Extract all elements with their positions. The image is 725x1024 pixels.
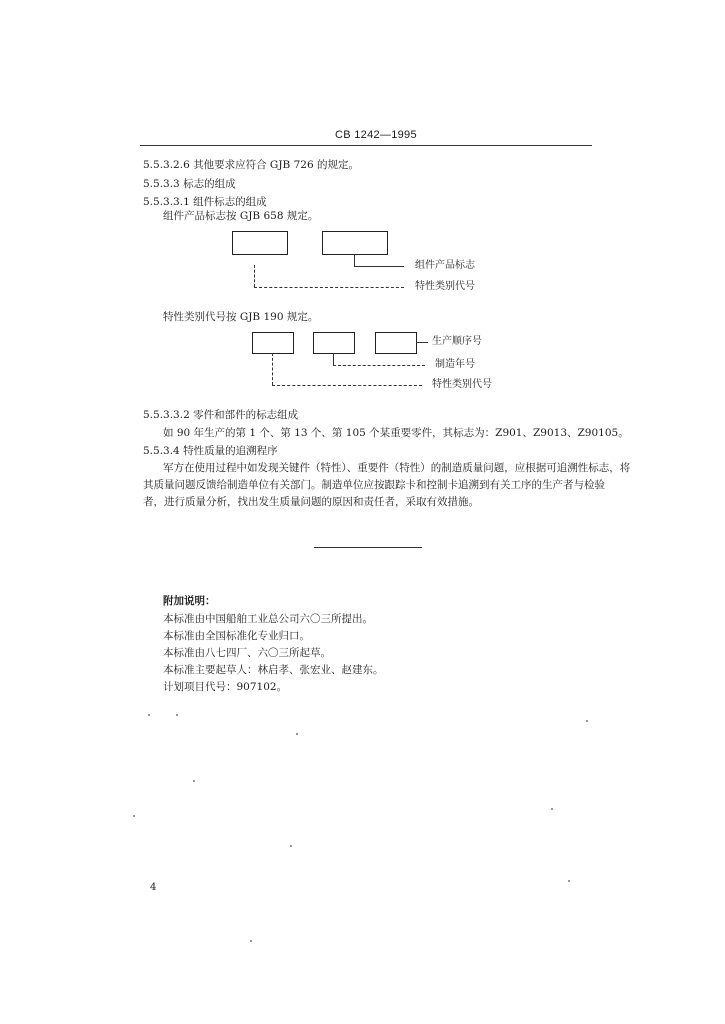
notes-item-3: 本标准由八七四厂、六〇三所起草。 <box>163 647 331 659</box>
connector-year <box>333 365 425 366</box>
scan-speck <box>296 733 298 735</box>
header-rule <box>140 145 592 146</box>
clause-5-5-3-4-line-3: 者，进行质量分析，找出发生质量问题的原因和责任者，采取有效措施。 <box>143 496 479 508</box>
end-divider <box>314 547 422 548</box>
component-mark-rule: 组件产品标志按 GJB 658 规定。 <box>163 210 319 222</box>
standard-number-header: CB 1242—1995 <box>335 129 417 141</box>
page-number: 4 <box>150 882 157 893</box>
label-component-product-mark: 组件产品标志 <box>415 260 475 271</box>
mark-box-right <box>322 231 388 255</box>
scan-speck <box>176 714 178 716</box>
label-characteristic-type-code: 特性类别代号 <box>432 379 492 390</box>
connector-sequence <box>416 342 428 343</box>
scan-speck <box>148 714 150 716</box>
clause-5-5-3-2-6: 5.5.3.2.6 其他要求应符合 GJB 726 的规定。 <box>143 159 359 171</box>
scan-speck <box>193 780 195 782</box>
code-box-2 <box>313 332 355 354</box>
label-characteristic-code: 特性类别代号 <box>415 281 475 292</box>
scan-speck <box>133 815 135 817</box>
clause-5-5-3-4-line-2: 其质量问题反馈给制造单位有关部门。制造单位应按跟踪卡和控制卡追溯到有关工序的生产者与检验 <box>143 479 605 491</box>
notes-item-1: 本标准由中国船舶工业总公司六〇三所提出。 <box>163 613 373 625</box>
label-manufacture-year: 制造年号 <box>435 359 475 370</box>
clause-5-5-3-3-2-heading: 5.5.3.3.2 零件和部件的标志组成 <box>143 409 299 421</box>
scan-speck <box>551 808 553 810</box>
code-box-3 <box>375 332 417 354</box>
clause-5-5-3-3-1-heading: 5.5.3.3.1 组件标志的组成 <box>143 196 267 208</box>
notes-title: 附加说明： <box>163 595 216 607</box>
notes-item-5: 计划项目代号：907102。 <box>163 681 288 693</box>
scan-speck <box>290 845 292 847</box>
clause-5-5-3-4-heading: 5.5.3.4 特性质量的追溯程序 <box>143 445 278 457</box>
characteristic-code-rule: 特性类别代号按 GJB 190 规定。 <box>163 311 319 323</box>
connector-vertical-type <box>272 353 273 385</box>
clause-5-5-3-3-2-body: 如 90 年生产的第 1 个、第 13 个、第 105 个某重要零件，其标志为：Z901、Z9013、Z90105。 <box>163 427 629 439</box>
clause-5-5-3-4-line-1: 军方在使用过程中如发现关键件（特性）、重要件（特性）的制造质量问题，应根据可追溯性标志，将 <box>163 462 631 474</box>
label-production-sequence: 生产顺序号 <box>432 336 482 347</box>
connector-vertical-left <box>254 265 255 287</box>
code-box-1 <box>252 332 294 354</box>
scan-speck <box>586 720 588 722</box>
notes-item-2: 本标准由全国标准化专业归口。 <box>163 630 310 642</box>
connector-vertical-right <box>354 254 355 266</box>
scan-speck <box>250 940 252 942</box>
connector-vertical-year <box>333 353 334 365</box>
clause-5-5-3-3-heading: 5.5.3.3 标志的组成 <box>143 178 236 190</box>
scan-speck <box>568 880 570 882</box>
connector-horizontal-code <box>254 287 404 288</box>
notes-item-4: 本标准主要起草人：林启孝、张宏业、赵建东。 <box>163 664 384 676</box>
connector-horizontal-product <box>354 266 404 267</box>
mark-box-left <box>232 231 288 255</box>
connector-type <box>272 385 422 386</box>
